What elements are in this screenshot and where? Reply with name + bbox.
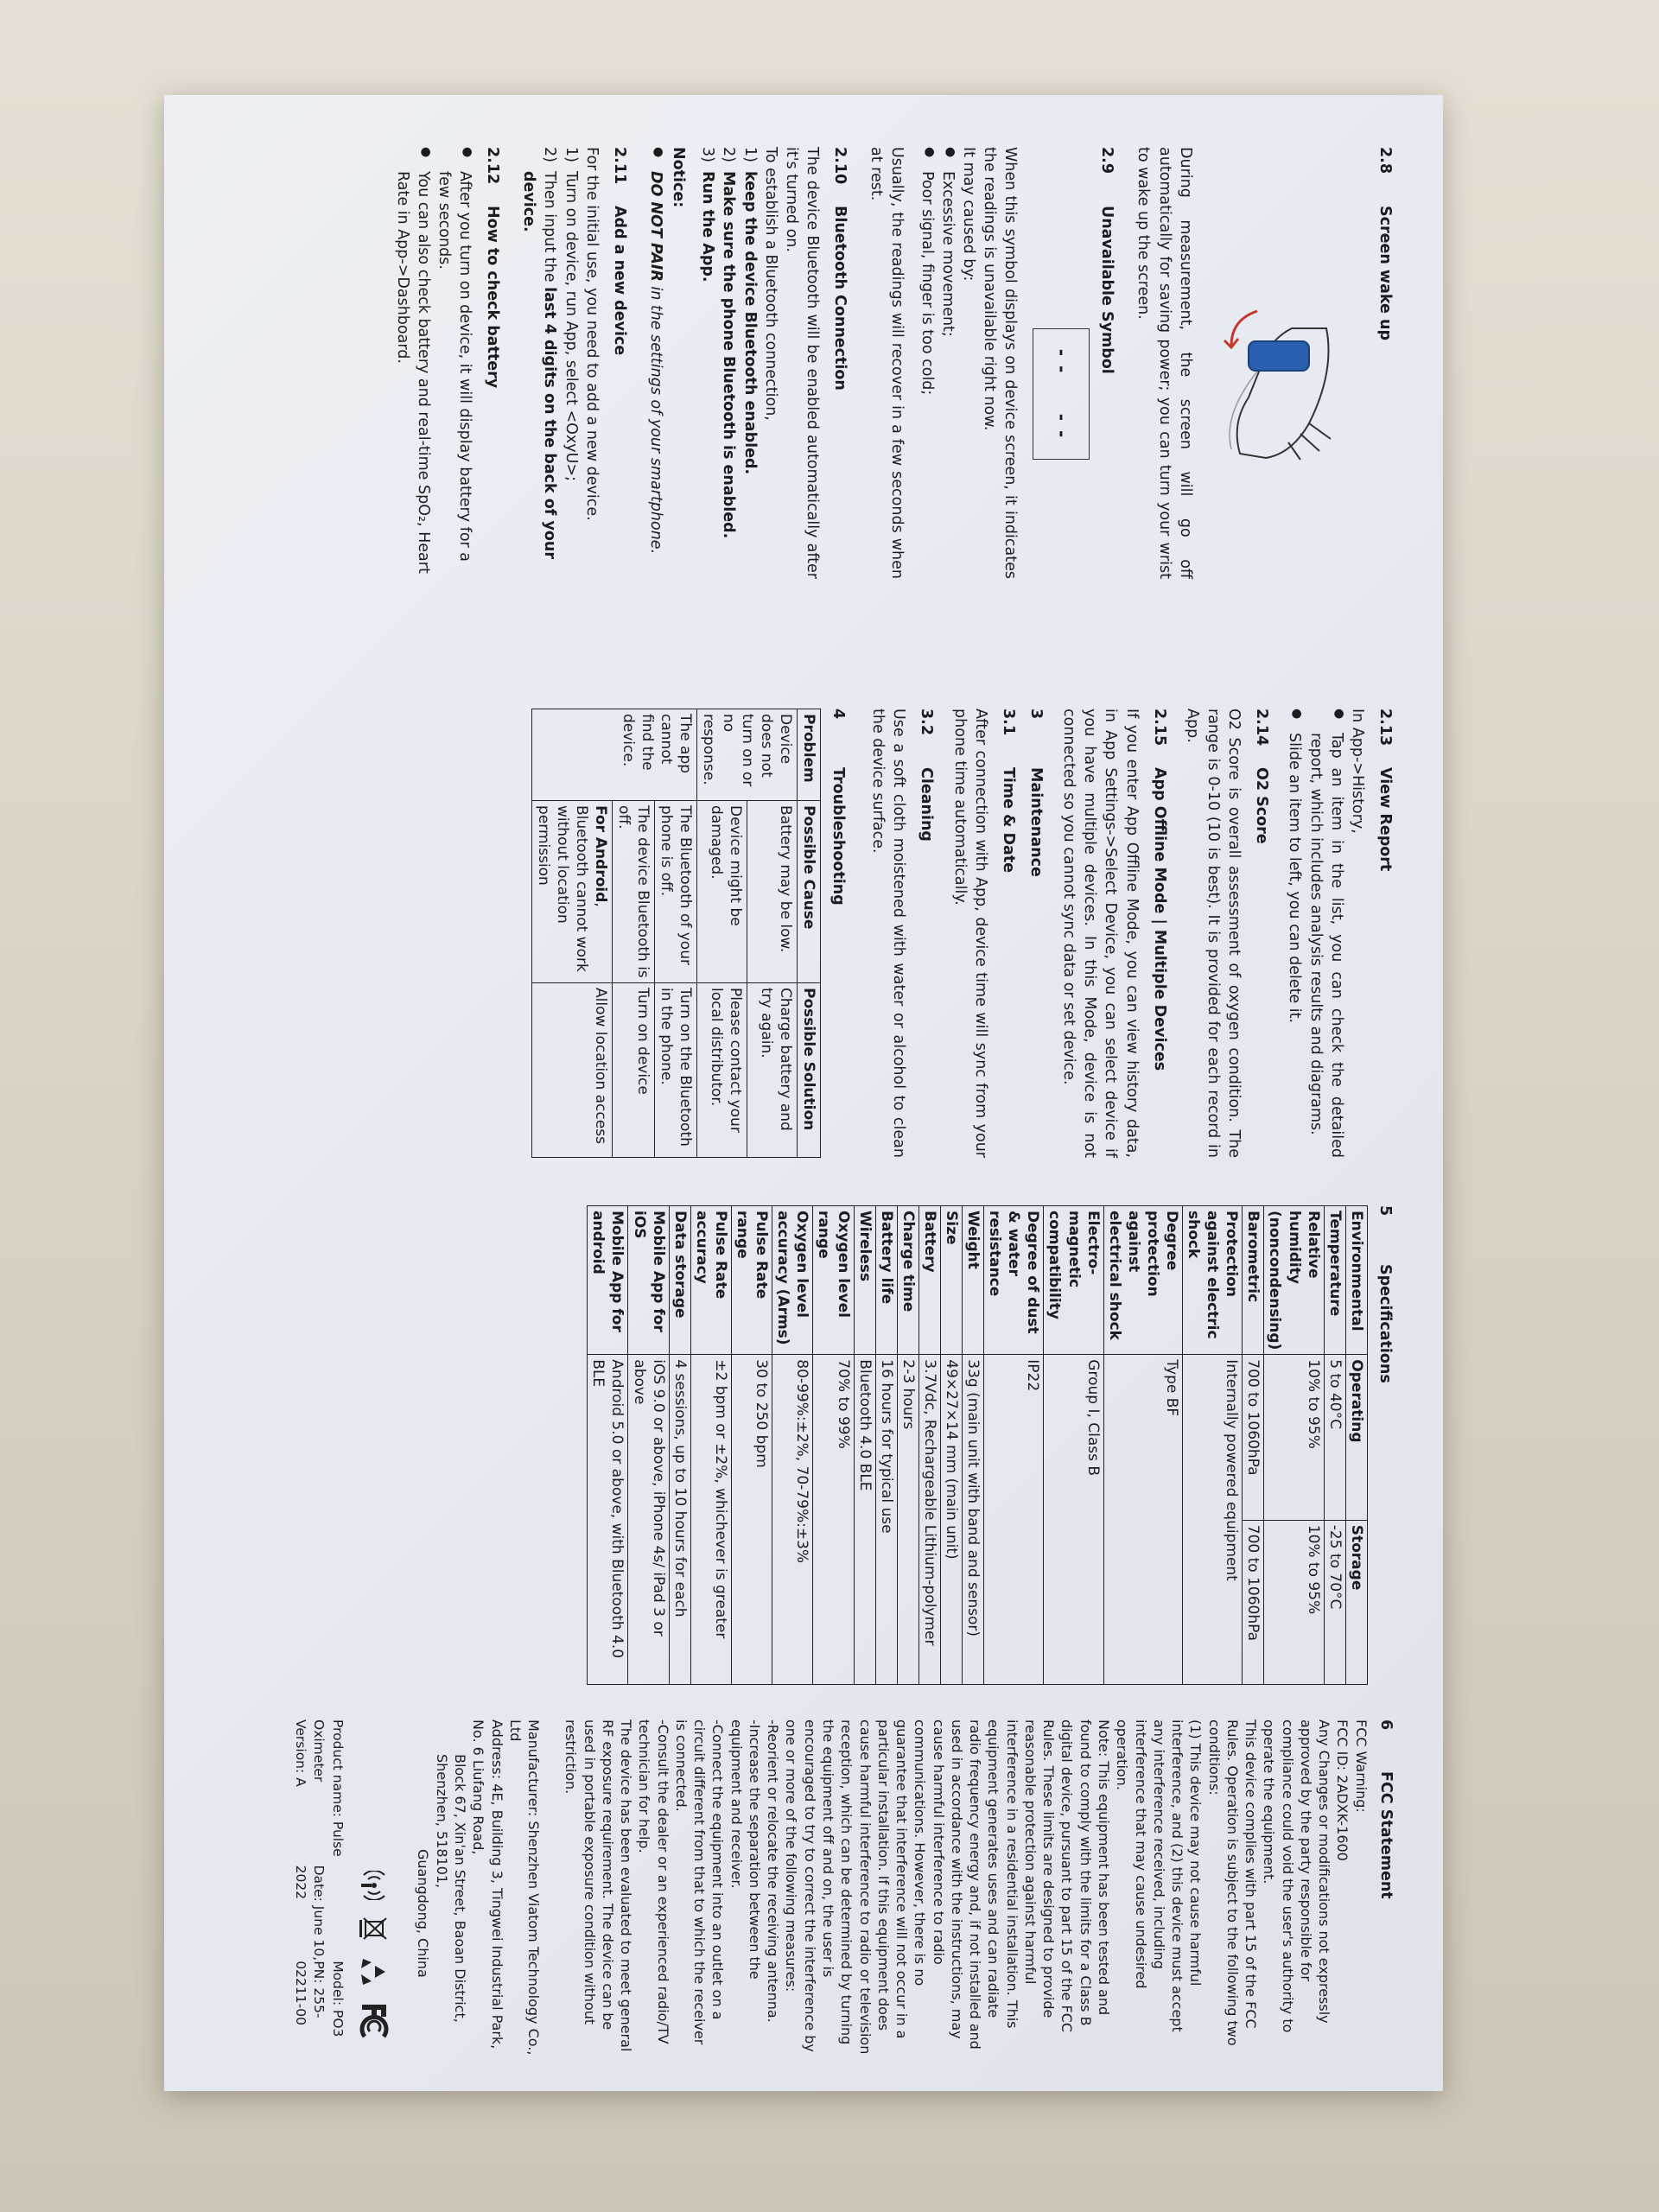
- heading-2-15: 2.15App Offline Mode | Multiple Devices: [1150, 709, 1168, 1071]
- list-item: ● DO NOT PAIR in the settings of your smartphone.: [645, 147, 666, 579]
- heading-2-9: 2.9Unavailable Symbol: [1098, 147, 1116, 374]
- table-row: Oxygen level range 70% to 99%: [813, 1206, 854, 1685]
- column-2: [531, 709, 1395, 1158]
- list-item: ● Tap an item in the list, you can check the detailed report, which includes analysis results and diagrams.: [1305, 709, 1346, 1158]
- table-row: Relative humidity (noncondensing) 10% to 95% 10% to 95%: [1264, 1206, 1324, 1685]
- column-1: [384, 147, 1396, 579]
- fcc-text-3: (1) This device may not cause harmful interference, and (2) this device must accept any interference received, including interference that may cause undesired operation.: [1114, 1719, 1205, 2032]
- table-row: Data storage 4 sessions, up to 10 hours for each: [669, 1206, 690, 1685]
- wrist-turn-illustration-icon: [1214, 294, 1361, 467]
- heading-3-2: 3.2Cleaning: [918, 709, 936, 842]
- fcc-warning: FCC Warning:: [1352, 1719, 1370, 1813]
- notice-list: [645, 147, 666, 579]
- table-row: Charge time 2-3 hours: [897, 1206, 918, 1685]
- table-row: Temperature 5 to 40°C -25 to 70°C: [1324, 1206, 1345, 1685]
- manufacturer-block: Manufacturer: Shenzhen Viatom Technology Co., Ltd Address: 4E, Building 3, Tingwei Industrial Park, No. 6 Liufang Road, Block 67, Xin'an Street, Baoan District, Shenzhen, 518101, Guangdong, China: [415, 1719, 543, 2056]
- cleaning-text: Use a soft cloth moistened with water or alcohol to clean the device surface.: [869, 709, 908, 1158]
- fcc-logo-icon: [359, 2002, 389, 2040]
- model: Model: PO3: [330, 1961, 346, 2037]
- heading-2-10: 2.10Bluetooth Connection: [831, 147, 849, 391]
- manual-page: [164, 95, 1443, 2091]
- view-report-intro: In App->History,: [1348, 709, 1366, 834]
- table-row: Device does not turn on or no response. Battery may be low. Charge battery and try again.: [747, 709, 798, 1158]
- time-date-text: After connection with App, device time will sync from your phone time automatically.: [950, 709, 989, 1158]
- table-row: Environmental Operating Storage: [1345, 1206, 1367, 1685]
- version: Version: A: [292, 1719, 308, 1787]
- table-header-row: Problem Possible Cause Possible Solution: [797, 709, 820, 1158]
- heading-2-13: 2.13View Report: [1376, 709, 1394, 872]
- heading-4: 4Troubleshooting: [830, 709, 848, 906]
- document-footer: [290, 1719, 346, 2056]
- fcc-text-2: This device complies with part 15 of the FCC Rules. Operation is subject to the following two conditions:: [1205, 1719, 1260, 2046]
- table-row: The app cannot find the device. The Bluetooth of your phone is off. Turn on the Bluetooth in the phone.: [655, 709, 697, 1158]
- battery-list: [392, 147, 476, 579]
- screen-wakeup-text: During measurement, the screen will go off automatically for saving power; you can turn your wrist to wake up the screen.: [1135, 147, 1194, 579]
- list-item: ● After you turn on device, it will display battery for a few seconds.: [434, 147, 475, 579]
- table-row: Mobile App for android Android 5.0 or above, with Bluetooth 4.0 BLE: [588, 1206, 628, 1685]
- wireless-radiation-icon: [359, 1871, 389, 1900]
- unavailable-symbol: - - - -: [1033, 328, 1090, 460]
- table-row: Electro-magnetic compatibility Group I, Class B: [1044, 1206, 1103, 1685]
- table-row: For Android, Bluetooth cannot work without location permission Allow location access: [531, 709, 612, 1158]
- heading-2-14: 2.14O2 Score: [1253, 709, 1271, 844]
- offline-mode-text: If you enter App Offline Mode, you can view history data, in App Settings->Select Device, you can select device if you have multiple devices. In this Mode, device is not connected so you cannot sync data or set device.: [1060, 709, 1141, 1158]
- list-item: 1) Turn on device, run App, select <OxyU>;: [562, 147, 580, 481]
- unavailable-causes: [916, 147, 957, 579]
- list-item: ● Poor signal, finger is too cold;: [916, 147, 937, 579]
- fcc-measure: -Consult the dealer or an experienced radio/TV technician for help.: [636, 1719, 671, 2044]
- heading-6: 6FCC Statement: [1377, 1719, 1395, 1899]
- bluetooth-text: The device Bluetooth will be enabled automatically after it's turned on.: [782, 147, 822, 579]
- list-item: 1) keep the device Bluetooth enabled.: [741, 147, 759, 475]
- fcc-text-1: Any Changes or modifications not expressly approved by the party responsible for compliance could void the user's authority to operate the equipment.: [1261, 1719, 1333, 2033]
- certification-icons: [359, 1871, 390, 2056]
- notice-label: Notice:: [670, 147, 688, 208]
- unavailable-causes-intro: It may caused by:: [959, 147, 977, 282]
- list-item: 3) Run the App.: [699, 147, 717, 283]
- list-item: 2) Then input the last 4 digits on the back of your device.: [520, 147, 559, 559]
- table-row: Device might be damaged. Please contact your local distributor.: [697, 709, 747, 1158]
- list-item: ● Slide an item to left, you can delete it.: [1284, 709, 1305, 1158]
- date: Date: June 10, 2022: [292, 1865, 327, 1961]
- table-row: Pulse Rate range 30 to 250 bpm: [731, 1206, 772, 1685]
- table-row: Degree protection against electrical shock Type BF: [1103, 1206, 1182, 1685]
- specifications-table: [587, 1205, 1368, 1685]
- heading-3: 3Maintenance: [1027, 709, 1046, 877]
- list-item: ● You can also check battery and real-time SpO₂, Heart Rate in App->Dashboard.: [392, 147, 434, 579]
- bluetooth-steps: [697, 147, 760, 579]
- fcc-id: FCC ID: 2ADXK-1600: [1334, 1719, 1351, 1861]
- table-row: Barometric 700 to 1060hPa 700 to 1060hPa: [1243, 1206, 1264, 1685]
- list-item: 2) Make sure the phone Bluetooth is enabled.: [720, 147, 738, 539]
- add-device-steps: [518, 147, 581, 579]
- heading-3-1: 3.1Time & Date: [999, 709, 1017, 874]
- fcc-text-4: Note: This equipment has been tested and found to comply with the limits for a Class B digital device, pursuant to part 15 of the FCC Rules. These limits are designed to provide reasonable protection against harmful interference in a residential installation. This equipment generates uses and can radiate radio frequency energy and, if not installed and used in accordance with the instructions, may cause harmful interference to radio communications. However, there is no guarantee that interference will not occur in a particular installation. If this equipment does cause harmful interference to radio or television reception, which can be determined by turning the equipment off and on, the user is encouraged to try to correct the interference by one or more of the following measures:: [783, 1719, 1113, 2055]
- add-device-text: For the initial use, you need to add a new device.: [582, 147, 601, 521]
- heading-2-11: 2.11Add a new device: [610, 147, 628, 356]
- view-report-list: [1284, 709, 1346, 1158]
- unavailable-text: When this symbol displays on device screen, it indicates the readings is unavailable right now.: [981, 147, 1020, 579]
- rotated-content: [181, 112, 1426, 2074]
- troubleshooting-table: [531, 709, 821, 1158]
- weee-bin-icon: [359, 1916, 390, 1942]
- part-number: PN: 255-02211-00: [292, 1961, 327, 2025]
- table-row: Battery life 16 hours for typical use: [875, 1206, 897, 1685]
- table-row: The device Bluetooth is off. Turn on device: [612, 709, 654, 1158]
- unavailable-recover-text: Usually, the readings will recover in a few seconds when at rest.: [868, 147, 906, 579]
- bluetooth-intro: To establish a Bluetooth connection,: [761, 147, 779, 421]
- list-item: ● Excessive movement;: [938, 147, 958, 579]
- recycle-icon: [359, 1957, 389, 1986]
- fcc-measure: -Connect the equipment into an outlet on a circuit different from that to which the receiver is connected.: [672, 1719, 727, 2045]
- heading-2-12: 2.12How to check battery: [484, 147, 502, 389]
- table-row: Degree of dust & water resistance IP22: [984, 1206, 1044, 1685]
- table-row: Size 49×27×14 mm (main unit): [940, 1206, 962, 1685]
- table-row: Battery 3.7Vdc, Rechargeable Lithium-polymer: [918, 1206, 940, 1685]
- table-row: Pulse Rate accuracy ±2 bpm or ±2%, whichever is greater: [690, 1206, 731, 1685]
- o2-score-text: O2 Score is overall assessment of oxygen condition. The range is 0-10 (10 is best). It is provided for each record in App.: [1183, 709, 1243, 1158]
- fcc-text-5: The device has been evaluated to meet general RF exposure requirement. The device can be used in portable exposure condition without restriction.: [563, 1719, 635, 2052]
- table-row: Wireless Bluetooth 4.0 BLE: [854, 1206, 875, 1685]
- table-row: Mobile App for iOS iOS 9.0 or above, iPhone 4s/ iPad 3 or above: [628, 1206, 669, 1685]
- product-name: Product name: Pulse Oximeter: [311, 1719, 346, 1857]
- table-row: Weight 33g (main unit with band and sensor): [962, 1206, 983, 1685]
- column-4: [290, 1719, 1395, 2056]
- fcc-measure: -Increase the separation between the equipment and receiver.: [728, 1719, 763, 1980]
- heading-2-8: 2.8Screen wake up: [1376, 147, 1394, 340]
- table-row: Protection against electric shock Internally powered equipment: [1183, 1206, 1243, 1685]
- fcc-measure: -Reorient or relocate the receiving antenna.: [765, 1719, 782, 2023]
- heading-5: 5Specifications: [1376, 1205, 1394, 1383]
- column-3: [587, 1205, 1395, 1689]
- table-row: Oxygen level accuracy (Arms) 80-99%:±2%, 70-79%:±3%: [772, 1206, 813, 1685]
